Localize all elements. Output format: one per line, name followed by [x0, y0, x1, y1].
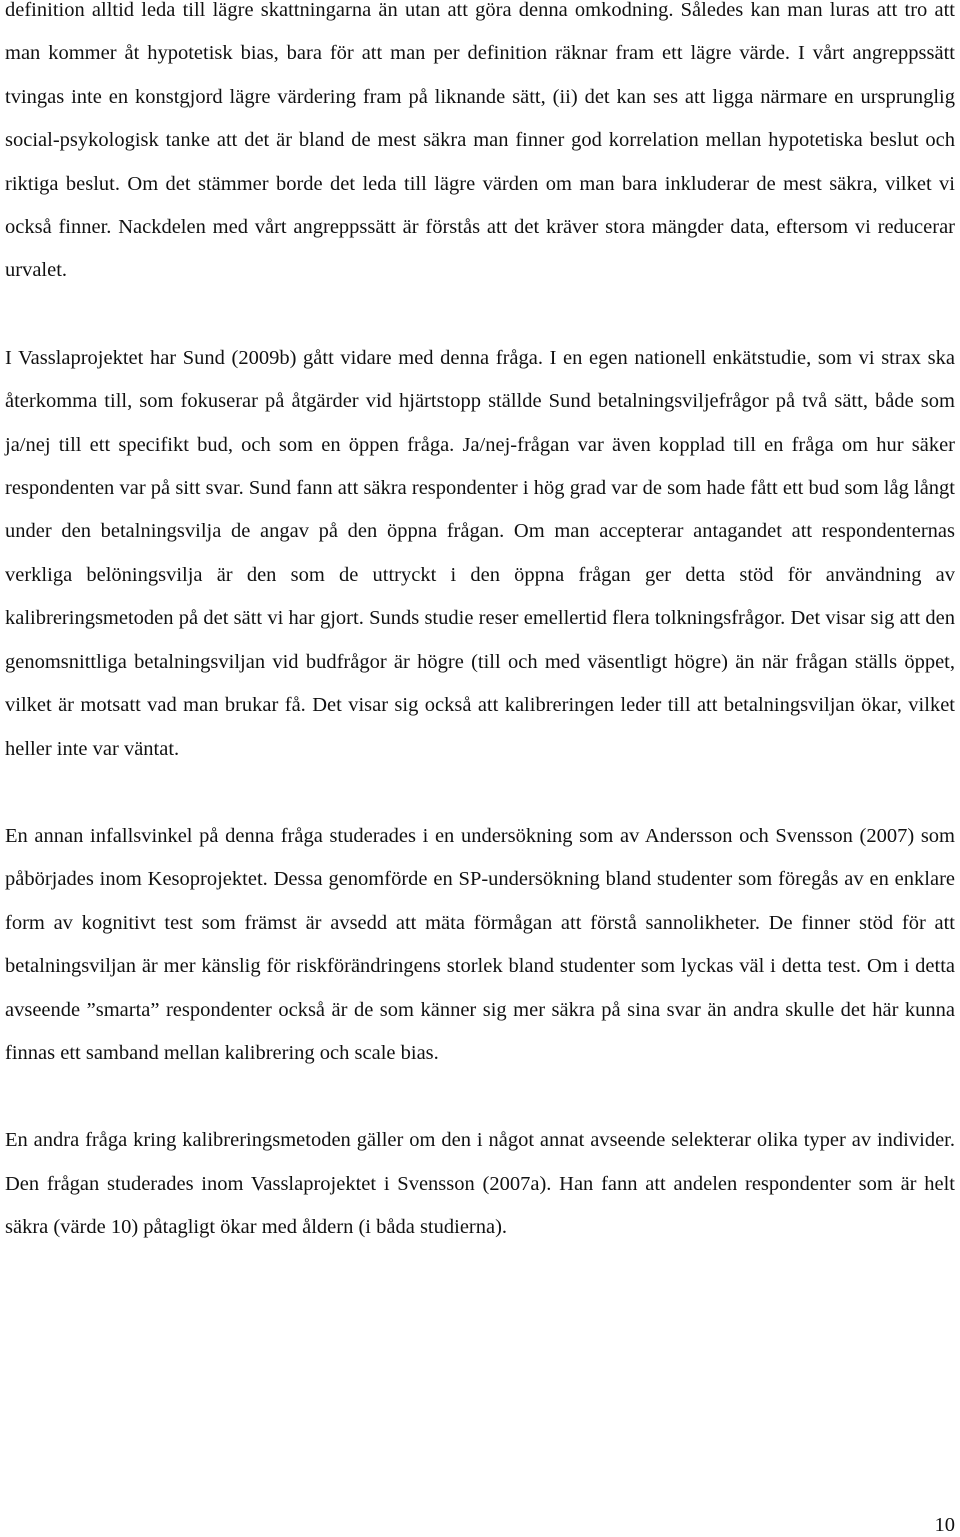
paragraph-4: En andra fråga kring kalibreringsmetoden gäller om den i något annat avseende selekterar olika typer av individer. Den frågan studerades inom Vasslaprojektet i Svensson (2007a). Han fann att andelen respondenter som är helt säkra (värde 10) påtagligt ökar med åldern (i båda studierna).	[5, 1129, 955, 1239]
document-page	[5, 0, 955, 1250]
page-number: 10	[934, 1514, 955, 1536]
paragraph-1: definition alltid leda till lägre skattningarna än utan att göra denna omkodning. Således kan man luras att tro att man kommer åt hypotetisk bias, bara för att man per definition räknar fram ett lägre värde. I vårt angreppssätt tvingas inte en konstgjord lägre värdering fram på liknande sätt, (ii) det kan ses att ligga närmare en ursprunglig social-psykologisk tanke att det är bland de mest säkra man finner god korrelation mellan hypotetiska beslut och riktiga beslut. Om det stämmer borde det leda till lägre värden om man bara inkluderar de mest säkra, vilket vi också finner. Nackdelen med vårt angreppssätt är förstås att det kräver stora mängder data, eftersom vi reducerar urvalet.	[5, 0, 955, 282]
paragraph-3: En annan infallsvinkel på denna fråga studerades i en undersökning som av Andersson och Svensson (2007) som påbörjades inom Kesoprojektet. Dessa genomförde en SP-undersökning bland studenter som föregås av en enklare form av kognitivt test som främst är avsedd att mäta förmågan att förstå sannolikheter. De finner stöd för att betalningsviljan är mer känslig för riskförändringens storlek bland studenter som lyckas väl i detta test. Om i detta avseende ”smarta” respondenter också är de som känner sig mer säkra på sina svar än andra skulle det här kunna finnas ett samband mellan kalibrering och scale bias.	[5, 824, 955, 1064]
paragraph-2: I Vasslaprojektet har Sund (2009b) gått vidare med denna fråga. I en egen nationell enkätstudie, som vi strax ska återkomma till, som fokuserar på åtgärder vid hjärtstopp ställde Sund betalningsviljefrågor på två sätt, både som ja/nej till ett specifikt bud, och som en öppen fråga. Ja/nej-frågan var även kopplad till en fråga om hur säker respondenten var på sitt svar. Sund fann att säkra respondenter i hög grad var de som hade fått ett bud som låg långt under den betalningsvilja de angav på den öppna frågan. Om man accepterar antagandet att respondenternas verkliga belöningsvilja är den som de uttryckt i den öppna frågan ger detta stöd för användning av kalibreringsmetoden på det sätt vi har gjort. Sunds studie reser emellertid flera tolkningsfrågor. Det visar sig att den genomsnittliga betalningsviljan vid budfrågor är högre (till och med väsentligt högre) än när frågan ställs öppet, vilket är motsatt vad man brukar få. Det visar sig också att kalibreringen leder till att betalningsviljan ökar, vilket heller inte var väntat.	[5, 346, 955, 760]
